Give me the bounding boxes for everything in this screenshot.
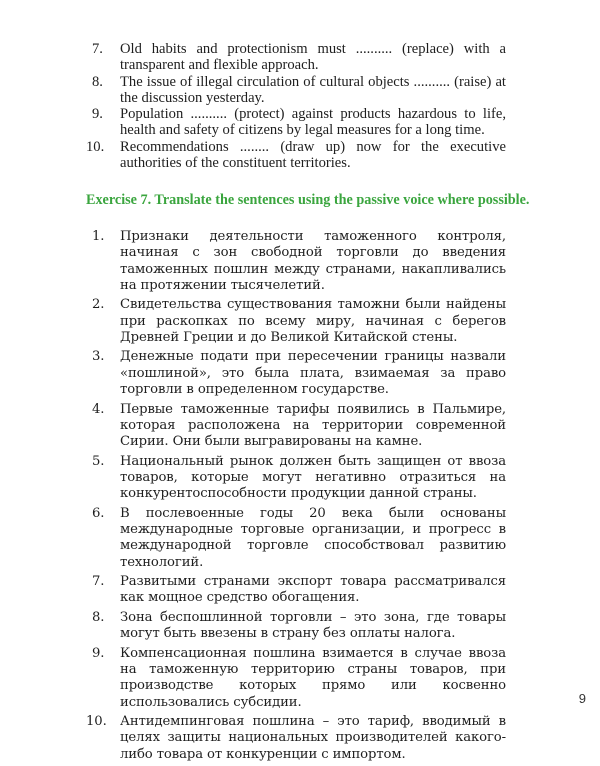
item-text: Population .......... (protect) against products hazardous to life, health and safety of citizens by legal measures for a long time. (120, 106, 506, 139)
item-number: 8. (92, 73, 103, 90)
list-item (86, 714, 506, 763)
item-number: 2. (92, 297, 105, 313)
item-number: 10. (86, 138, 105, 155)
item-number: 3. (92, 349, 105, 365)
list-item (86, 106, 506, 139)
item-number: 10. (86, 714, 107, 729)
page-number: 9 (578, 691, 586, 706)
item-text: Компенсационная пошлина взимается в случае ввоза на таможенную территорию страны товаров, при производстве которых прямо или косвенно использовались субсидии. (120, 645, 506, 710)
list-item (86, 41, 506, 74)
list-item (86, 139, 506, 172)
item-number: 1. (92, 229, 105, 244)
list-item (86, 74, 506, 107)
item-number: 9. (92, 645, 105, 661)
list-item (86, 610, 506, 643)
item-text: В послевоенные годы 20 века были основаны международные торговые организации, и прогресс в международной торговле способствовал развитию технологий. (120, 505, 506, 570)
item-text: Национальный рынок должен быть защищен от ввоза товаров, которые могут негативно отразиться на конкурентоспособности продукции данной страны. (120, 453, 506, 502)
list-item (86, 454, 506, 503)
item-text: Развитыми странами экспорт товара рассматривался как мощное средство обогащения. (120, 574, 506, 606)
exercise-heading: Exercise 7. Translate the sentences using the passive voice where possible. (86, 192, 530, 208)
item-number: 6. (92, 505, 105, 521)
item-text: Свидетельства существования таможни были найдены при раскопках по всему миру, начиная с берегов Древней Греции и до Великой Китайской стены. (120, 297, 506, 345)
item-number: 8. (92, 609, 105, 625)
item-text: Денежные подати при пересечении границы назвали «пошлиной», это была плата, взимаемая за право торговли в определенном государстве. (120, 349, 506, 398)
item-text: Первые таможенные тарифы появились в Пальмире, которая расположена на территории современной Сирии. Они были выгравированы на камне. (120, 401, 506, 450)
list-item (86, 506, 506, 571)
item-number: 9. (92, 106, 103, 123)
item-text: Зона беспошлинной торговли – это зона, где товары могут быть ввезены в страну без оплаты налога. (120, 609, 506, 642)
russian-sentence-list (86, 229, 506, 766)
list-item (86, 646, 506, 711)
item-text: Признаки деятельности таможенного контроля, начиная с зон свободной торговли до введения таможенных пошлин между странами, накапливались на протяжении тысячелетий. (120, 229, 506, 293)
english-exercise-list (86, 41, 506, 171)
list-item (86, 297, 506, 346)
item-text: The issue of illegal circulation of cultural objects .......... (raise) at the discussion yesterday. (120, 73, 506, 106)
item-text: Old habits and protectionism must .......... (replace) with a transparent and flexible approach. (120, 41, 506, 74)
item-number: 4. (92, 401, 105, 417)
list-item (86, 229, 506, 294)
list-item (86, 574, 506, 607)
item-text: Антидемпинговая пошлина – это тариф, вводимый в целях защиты национальных производителей какого-либо товара от конкуренции с импортом. (120, 714, 506, 762)
item-text: Recommendations ........ (draw up) now for the executive authorities of the constituent territories. (120, 138, 506, 172)
item-number: 5. (92, 453, 105, 469)
item-number: 7. (92, 574, 105, 590)
list-item (86, 349, 506, 398)
list-item (86, 402, 506, 451)
item-number: 7. (92, 41, 103, 57)
